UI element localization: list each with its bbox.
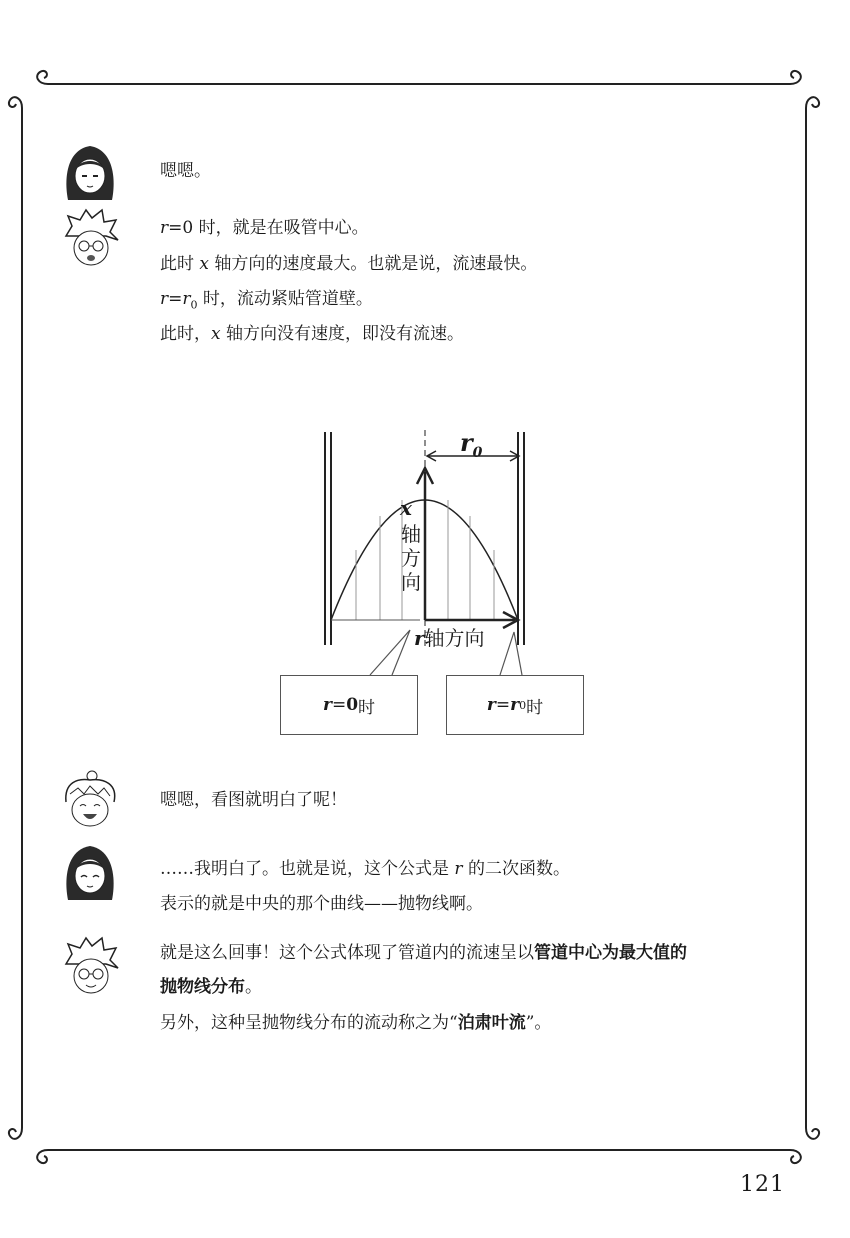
dialogue-line: ……我明白了。也就是说，这个公式是 r 的二次函数。 — [160, 859, 570, 879]
dialogue-line: 嗯嗯。 — [160, 161, 211, 181]
r-axis-label: r轴方向 — [414, 626, 485, 650]
dialogue-line: 就是这么回事！这个公式体现了管道内的流速呈以管道中心为最大值的 — [160, 943, 687, 963]
dialogue-line: 抛物线分布。 — [160, 977, 262, 997]
page-number: 121 — [740, 1172, 785, 1197]
x-axis-variable-label: x — [400, 496, 412, 520]
dialogue-line: 另外，这种呈抛物线分布的流动称之为“泊肃叶流”。 — [160, 1013, 552, 1033]
callout-r-equals-r0: r = r 0 时 — [446, 675, 584, 735]
dialogue-line: 此时，x 轴方向没有速度，即没有流速。 — [160, 324, 464, 344]
dialogue-line: r=0 时，就是在吸管中心。 — [160, 218, 369, 238]
girl-avatar-icon — [58, 840, 122, 904]
callout-r-equals-0: r = 0 时 — [280, 675, 418, 735]
girl-avatar-icon — [58, 140, 122, 204]
boy-avatar-icon — [58, 934, 122, 998]
dialogue-line: $r=r_0$ 时，流动紧贴管道壁。 — [160, 289, 373, 312]
x-axis-direction-label: 轴 方 向 — [401, 522, 421, 594]
girl-smiling-avatar-icon — [58, 768, 122, 832]
r0-label: $r_0$ — [460, 428, 483, 461]
dialogue-line: 嗯嗯，看图就明白了呢！ — [160, 790, 347, 810]
boy-avatar-icon — [58, 206, 122, 270]
dialogue-line: 表示的就是中央的那个曲线——抛物线啊。 — [160, 894, 483, 914]
dialogue-line: 此时 x 轴方向的速度最大。也就是说，流速最快。 — [160, 254, 538, 274]
